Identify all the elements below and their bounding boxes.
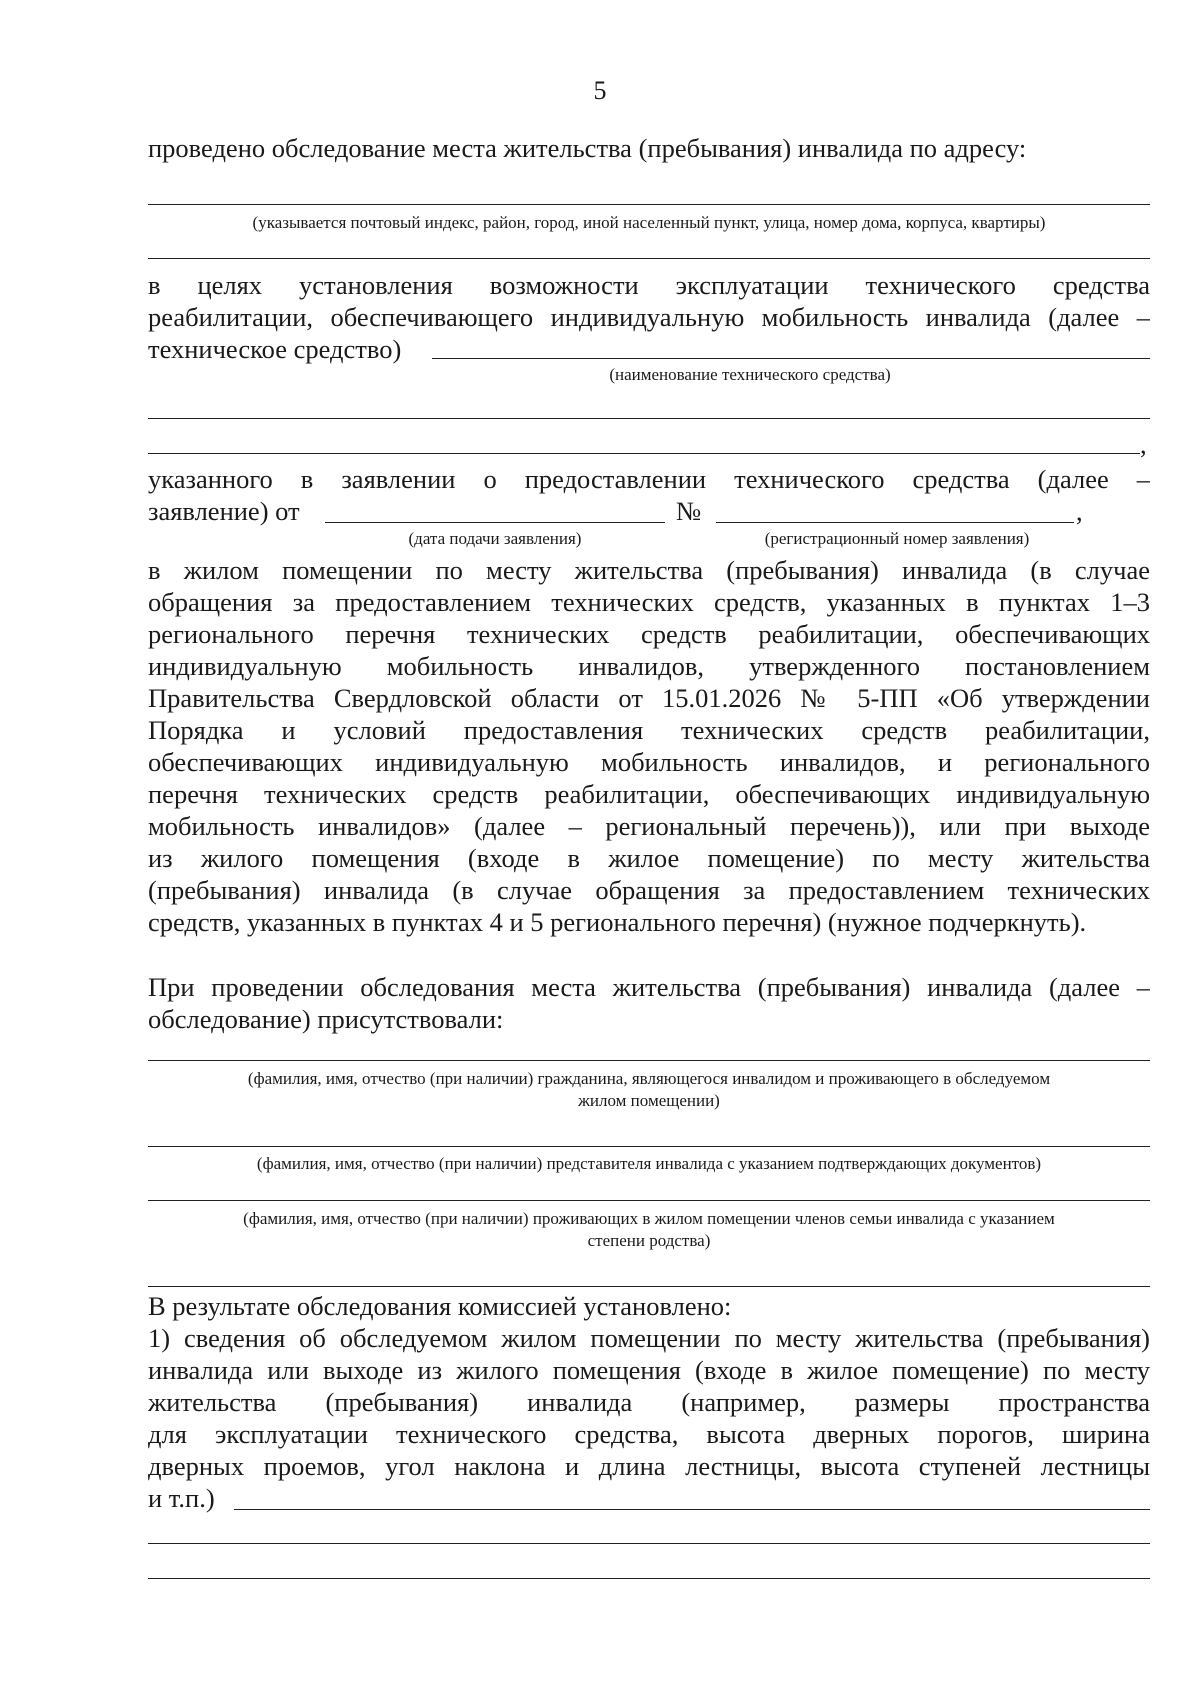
- family-caption-1: (фамилия, имя, отчество (при наличии) проживающих в жилом помещении членов семьи инвалида с указанием: [243, 1209, 1055, 1228]
- location-line-last: средств, указанных в пунктах 4 и 5 регионального перечня) (нужное подчеркнуть).: [148, 907, 1087, 937]
- address-blank-line[interactable]: [148, 204, 1150, 205]
- results-last-line: и т.п.): [148, 1483, 215, 1513]
- location-line: в жилом помещении по месту жительства (пребывания) инвалида (в случае: [148, 555, 1150, 585]
- device-blank-line-2[interactable]: [148, 418, 1150, 419]
- number-sign: №: [676, 496, 702, 526]
- purpose-line-3: техническое средство): [148, 334, 402, 364]
- location-line: Правительства Свердловской области от 15.01.2026 № 5-ПП «Об утверждении: [148, 683, 1150, 713]
- date-caption: (дата подачи заявления): [408, 529, 582, 548]
- application-regnum-blank[interactable]: [716, 522, 1074, 523]
- results-line: инвалида или выходе из жилого помещения (входе в жилое помещение) по месту: [148, 1355, 1150, 1385]
- application-date-prefix: заявление) от: [148, 496, 300, 526]
- location-line: из жилого помещения (входе в жилое помещение) по месту жительства: [148, 843, 1150, 873]
- device-caption: (наименование технического средства): [609, 365, 891, 384]
- citizen-caption-2: жилом помещении): [578, 1091, 720, 1110]
- purpose-line-1: в целях установления возможности эксплуатации технического средства: [148, 270, 1150, 300]
- attendees-line-2: обследование) присутствовали:: [148, 1004, 504, 1034]
- family-caption-2: степени родства): [587, 1231, 711, 1250]
- address-blank-line-2[interactable]: [148, 258, 1150, 259]
- results-line: жительства (пребывания) инвалида (например, размеры пространства: [148, 1387, 1150, 1417]
- purpose-line-2: реабилитации, обеспечивающего индивидуальную мобильность инвалида (далее –: [148, 302, 1150, 332]
- location-line: Порядка и условий предоставления технических средств реабилитации,: [148, 715, 1150, 745]
- results-heading: В результате обследования комиссией установлено:: [148, 1291, 732, 1321]
- representative-caption: (фамилия, имя, отчество (при наличии) представителя инвалида с указанием подтверждающих документов): [256, 1154, 1042, 1173]
- location-line: мобильность инвалидов» (далее – региональный перечень)), или при выходе: [148, 811, 1150, 841]
- results-line: 1) сведения об обследуемом жилом помещении по месту жительства (пребывания): [148, 1323, 1150, 1353]
- results-line: дверных проемов, угол наклона и длина лестницы, высота ступеней лестницы: [148, 1451, 1150, 1481]
- application-line-end: ,: [1076, 496, 1083, 526]
- location-line: перечня технических средств реабилитации, обеспечивающих индивидуальную: [148, 779, 1150, 809]
- address-caption: (указывается почтовый индекс, район, город, иной населенный пункт, улица, номер дома, корпуса, квартиры): [252, 213, 1046, 232]
- citizen-caption-1: (фамилия, имя, отчество (при наличии) гражданина, являющегося инвалидом и проживающего в обследуемом: [247, 1069, 1051, 1088]
- device-name-blank-line[interactable]: [432, 358, 1150, 359]
- results-line: для эксплуатации технического средства, высота дверных порогов, ширина: [148, 1419, 1150, 1449]
- application-line-1: указанного в заявлении о предоставлении технического средства (далее –: [148, 464, 1150, 494]
- results-blank-line[interactable]: [234, 1509, 1150, 1510]
- citizen-blank-line[interactable]: [148, 1060, 1150, 1061]
- device-line-comma: ,: [1140, 429, 1147, 459]
- regnum-caption: (регистрационный номер заявления): [764, 529, 1030, 548]
- location-line: обращения за предоставлением технических средств, указанных в пунктах 1–3: [148, 587, 1150, 617]
- location-line: регионального перечня технических средств реабилитации, обеспечивающих: [148, 619, 1150, 649]
- attendees-line-1: При проведении обследования места жительства (пребывания) инвалида (далее –: [148, 972, 1150, 1002]
- page-number: 5: [593, 76, 607, 105]
- family-blank-line-2[interactable]: [148, 1286, 1150, 1287]
- intro-text: проведено обследование места жительства (пребывания) инвалида по адресу:: [148, 133, 1027, 163]
- results-blank-line-2[interactable]: [148, 1543, 1150, 1544]
- location-line: (пребывания) инвалида (в случае обращения за предоставлением технических: [148, 875, 1150, 905]
- representative-blank-line[interactable]: [148, 1146, 1150, 1147]
- results-blank-line-3[interactable]: [148, 1578, 1150, 1579]
- location-line: обеспечивающих индивидуальную мобильность инвалидов, и регионального: [148, 747, 1150, 777]
- location-line: индивидуальную мобильность инвалидов, утвержденного постановлением: [148, 651, 1150, 681]
- application-date-blank[interactable]: [325, 522, 665, 523]
- family-blank-line[interactable]: [148, 1200, 1150, 1201]
- device-blank-line-3[interactable]: [148, 453, 1140, 454]
